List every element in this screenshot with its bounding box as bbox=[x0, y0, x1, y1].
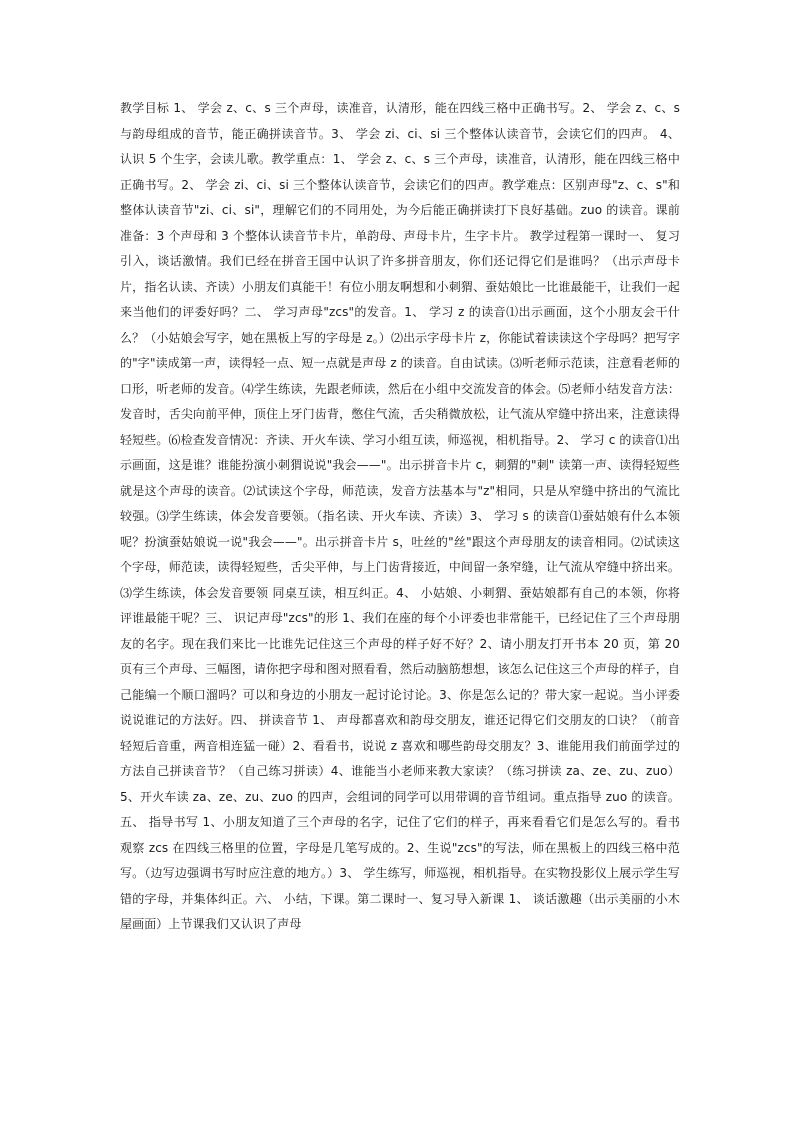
lesson-plan-text: 教学目标 1、 学会 z、c、s 三个声母，读准音，认清形，能在四线三格中正确书写。2、 学会 z、c、s 与韵母组成的音节，能正确拼读音节。3、 学会 zi、ci、si 三个整体认读音节，会读它们的四声。 4、 认识 5 个生字，会读儿歌。教学重点：1、 学会 z、c、s 三个声母，读准音，认清形，能在四线三格中正确书写。2、 学会 zi、ci、si 三个整体认读音节，会读它们的四声。教学难点：区别声母"z、c、s"和整体认读音节"zi、ci、si"，理解它们的不同用处，为今后能正确拼读打下良好基础。zuo 的读音。课前准备：3 个声母和 3 个整体认读音节卡片，单韵母、声母卡片，生字卡片。 教学过程第一课时一、 复习引入，谈话激情。我们已经在拼音王国中认识了许多拼音朋友，你们还记得它们是谁吗？（出示声母卡片，指名认读、齐读）小朋友们真能干！有位小朋友啊想和小刺猬、蚕姑娘比一比谁最能干，让我们一起来当他们的评委好吗？二、 学习声母"zcs"的发音。1、 学习 z 的读音⑴出示画面，这个小朋友会干什么？（小姑娘会写字，她在黑板上写的字母是 z。）⑵出示字母卡片 z，你能试着读读这个字母吗？把写字的"字"读成第一声，读得轻一点、短一点就是声母 z 的读音。自由试读。⑶听老师示范读，注意看老师的口形，听老师的发音。⑷学生练读，先跟老师读，然后在小组中交流发音的体会。⑸老师小结发音方法：发音时，舌尖向前平伸，顶住上牙门齿背，憋住气流，舌尖稍微放松，让气流从窄缝中挤出来，注意读得轻短些。⑹检查发音情况：齐读、开火车读、学习小组互读，师巡视，相机指导。2、 学习 c 的读音⑴出示画面，这是谁？谁能扮演小刺猬说说"我会——"。出示拼音卡片 c，刺猬的"刺" 读第一声、读得轻短些就是这个声母的读音。⑵试读这个字母，师范读，发音方法基本与"z"相同，只是从窄缝中挤出的气流比较强。⑶学生练读，体会发音要领。（指名读、开火车读、齐读）3、 学习 s 的读音⑴蚕姑娘有什么本领呢？扮演蚕姑娘说一说"我会——"。出示拼音卡片 s，吐丝的"丝"跟这个声母朋友的读音相同。⑵试读这个字母，师范读，读得轻短些，舌尖平伸，与上门齿背接近，中间留一条窄缝，让气流从窄缝中挤出来。⑶学生练读，体会发音要领 同桌互读，相互纠正。4、 小姑娘、小刺猬、蚕姑娘都有自己的本领，你将评谁最能干呢？三、 识记声母"zcs"的形 1、我们在座的每个小评委也非常能干，已经记住了三个声母朋友的名字。现在我们来比一比谁先记住这三个声母的样子好不好？2、请小朋友打开书本 20 页，第 20 页有三个声母、三幅图，请你把字母和图对照看看，然后动脑筋想想，该怎么记住这三个声母的样子，自己能编一个顺口溜吗？可以和身边的小朋友一起讨论讨论。3、你是怎么记的？带大家一起说。当小评委说说谁记的方法好。四、 拼读音节 1、 声母都喜欢和韵母交朋友，谁还记得它们交朋友的口诀？（前音轻短后音重，两音相连猛一碰）2、看看书，说说 z 喜欢和哪些韵母交朋友？3、谁能用我们前面学过的方法自己拼读音节？（自己练习拼读）4、谁能当小老师来教大家读？（练习拼读 za、ze、zu、zuo）5、开火车读 za、ze、zu、zuo 的四声，会组词的同学可以用带调的音节组词。重点指导 zuo 的读音。五、 指导书写 1、小朋友知道了三个声母的名字，记住了它们的样子，再来看看它们是怎么写的。看书观察 zcs 在四线三格里的位置，字母是几笔写成的。2、生说"zcs"的写法，师在黑板上的四线三格中范写。（边写边强调书写时应注意的地方。）3、 学生练写，师巡视，相机指导。在实物投影仪上展示学生写错的字母，并集体纠正。六、 小结，下课。第二课时一、复习导入新课 1、 谈话激趣（出示美丽的小木屋画面）上节课我们又认识了声母 bbox=[120, 101, 680, 931]
